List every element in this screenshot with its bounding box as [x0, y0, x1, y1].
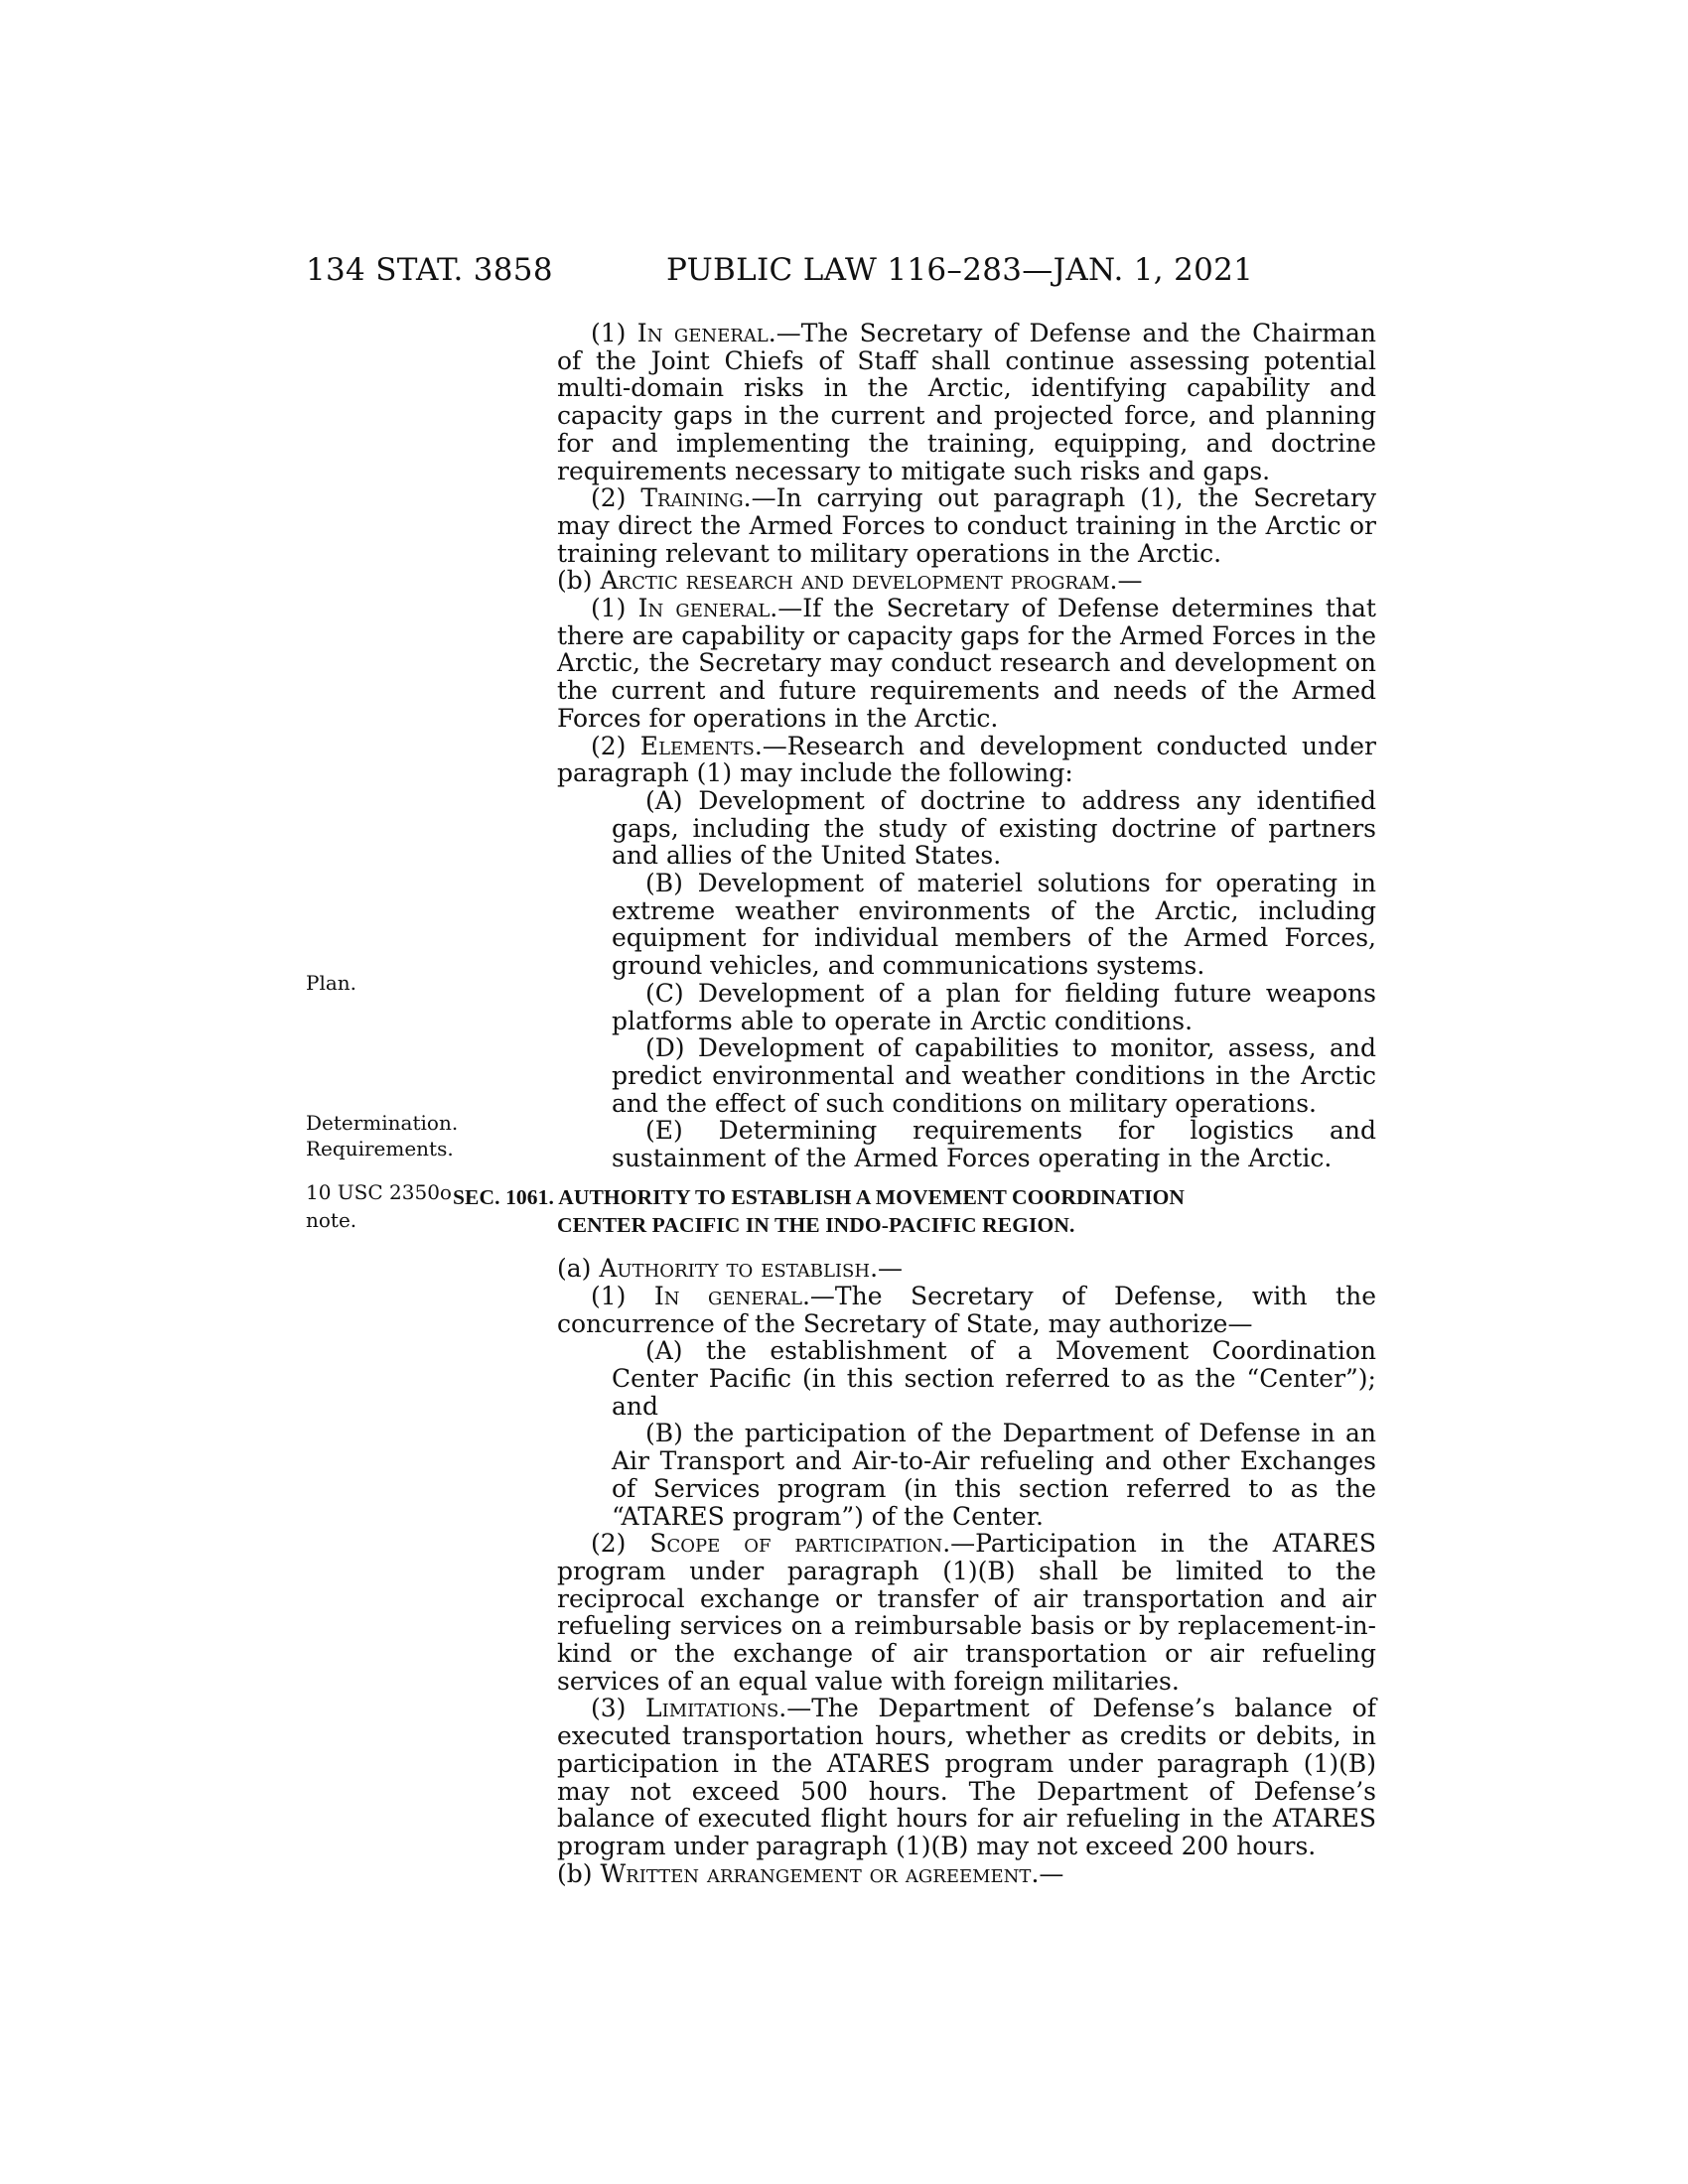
margin-note-plan: Plan.	[306, 971, 357, 995]
subparagraph-b2-a: (A) Development of doctrine to address any identified gaps, including the study of existing doctrine of partners and allies of the United States.	[612, 785, 1376, 871]
paragraph-sec-a2: (2) Scope of participation.—Participation in the ATARES program under paragraph (1)(B) shall be limited to the reciprocal exchange or transfer of air transportation and air refueling services on a reimbursable basis or by replacement-in-kind or the exchange of air transportation or air refueling services of an equal value with foreign militaries.	[557, 1529, 1376, 1696]
paragraph-a1: (1) In general.—The Secretary of Defense and the Chairman of the Joint Chiefs of Staff shall continue assessing potential multi-domain risks in the Arctic, identifying capability and capacity gaps in the current and projected force, and planning for and implementing the training, equipping, and doctrine requirements necessary to mitigate such risks and gaps.	[557, 319, 1376, 485]
subsection-a-heading: (a) Authority to establish.—	[557, 1254, 904, 1284]
paragraph-a2: (2) Training.—In carrying out paragraph (1), the Secretary may direct the Armed Forces to conduct training in the Arctic or training relevant to military operations in the Arctic.	[557, 483, 1376, 568]
paragraph-b2: (2) Elements.—Research and development conducted under paragraph (1) may include the following:	[557, 731, 1377, 788]
paragraph-b1: (1) In general.—If the Secretary of Defense determines that there are capability or capacity gaps for the Armed Forces in the Arctic, the Secretary may conduct research and development on the current and future requirements and needs of the Armed Forces for operations in the Arctic.	[557, 594, 1376, 733]
running-head: PUBLIC LAW 116–283—JAN. 1, 2021	[666, 252, 1254, 288]
margin-note-usc-line2: note.	[306, 1208, 357, 1232]
page-number: 134 STAT. 3858	[306, 252, 553, 288]
subparagraph-b2-b: (B) Development of materiel solutions for operating in extreme weather environments of the Arctic, including equipment for individual members of the Armed Forces, ground vehicles, and communications systems.	[612, 869, 1376, 981]
margin-note-usc-line1: 10 USC 2350o	[306, 1180, 452, 1204]
section-heading: SEC. 1061. AUTHORITY TO ESTABLISH A MOVEMENT COORDINATION CENTER PACIFIC IN THE INDO-PACIFIC REGION.	[453, 1184, 1186, 1237]
subparagraph-b2-c: (C) Development of a plan for fielding future weapons platforms able to operate in Arctic conditions.	[612, 978, 1376, 1035]
subparagraph-b2-e: (E) Determining requirements for logistics and sustainment of the Armed Forces operating in the Arctic.	[612, 1116, 1376, 1173]
margin-note-determination: Determination.	[306, 1111, 459, 1135]
paragraph-sec-a1: (1) In general.—The Secretary of Defense, with the concurrence of the Secretary of State, may authorize—	[557, 1281, 1376, 1338]
subsection-b-heading: (b) Arctic research and development program.—	[557, 566, 1143, 596]
subsection-sec-b-heading: (b) Written arrangement or agreement.—	[557, 1858, 1064, 1888]
body-text	[453, 319, 1377, 1888]
margin-note-requirements: Requirements.	[306, 1137, 454, 1160]
subparagraph-sec-a1-b: (B) the participation of the Department of Defense in an Air Transport and Air-to-Air refueling and other Exchanges of Services program (in this section referred to as the “ATARES program”) of the Center.	[612, 1419, 1376, 1531]
paragraph-sec-a3: (3) Limitations.—The Department of Defense’s balance of executed transportation hours, whether as credits or debits, in participation in the ATARES program under paragraph (1)(B) may not exceed 500 hours. The Department of Defense’s balance of executed flight hours for air refueling in the ATARES program under paragraph (1)(B) may not exceed 200 hours.	[557, 1694, 1376, 1860]
subparagraph-b2-d: (D) Development of capabilities to monitor, assess, and predict environmental and weather conditions in the Arctic and the effect of such conditions on military operations.	[612, 1033, 1376, 1118]
subparagraph-sec-a1-a: (A) the establishment of a Movement Coordination Center Pacific (in this section referred to as the “Center”); and	[612, 1336, 1376, 1421]
